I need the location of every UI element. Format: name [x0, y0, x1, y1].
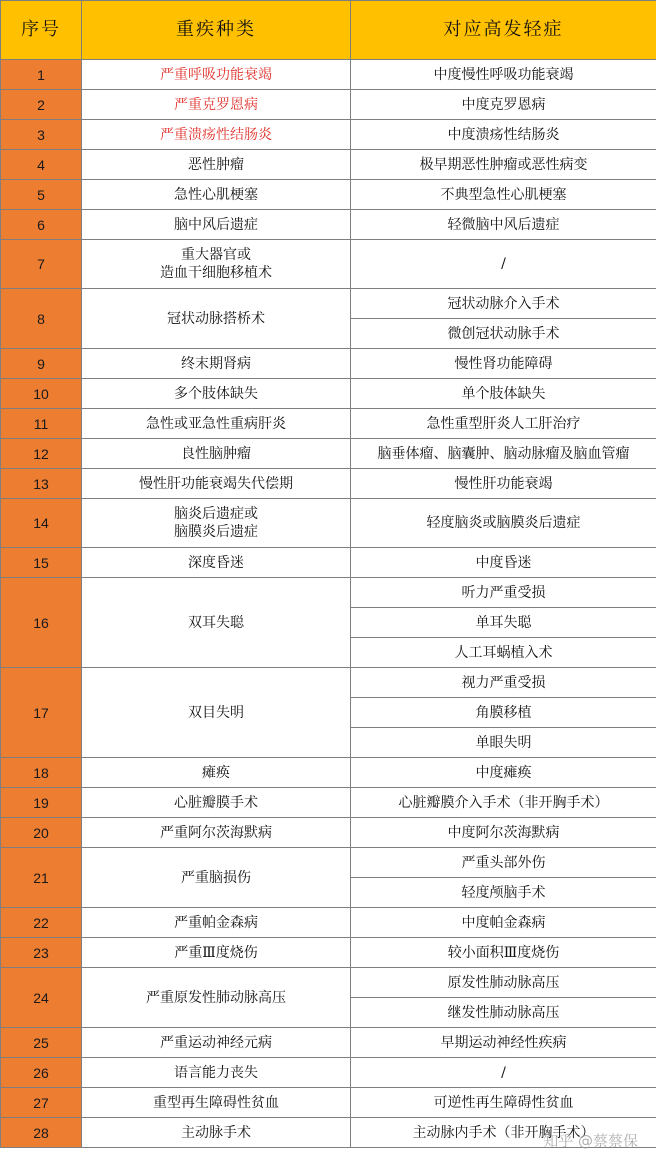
table-row: [1, 240, 656, 289]
table-row: [1, 210, 656, 240]
table-row: [1, 289, 656, 319]
mild-condition-cell: 继发性肺动脉高压: [351, 998, 656, 1028]
disease-cell: 深度昏迷: [82, 548, 351, 578]
table-row: [1, 938, 656, 968]
disease-cell: 急性心肌梗塞: [82, 180, 351, 210]
table-row: [1, 379, 656, 409]
row-number: 8: [1, 289, 82, 349]
row-number: 26: [1, 1058, 82, 1088]
mild-condition-cell: 可逆性再生障碍性贫血: [351, 1088, 656, 1118]
row-number: 4: [1, 150, 82, 180]
mild-condition-cell: 中度溃疡性结肠炎: [351, 120, 656, 150]
mild-condition-cell: 轻微脑中风后遗症: [351, 210, 656, 240]
table-row: [1, 120, 656, 150]
mild-condition-cell: /: [351, 240, 656, 289]
table-row: [1, 409, 656, 439]
mild-condition-cell: 早期运动神经性疾病: [351, 1028, 656, 1058]
table-row: [1, 908, 656, 938]
row-number: 22: [1, 908, 82, 938]
row-number: 24: [1, 968, 82, 1028]
mild-condition-cell: 听力严重受损: [351, 578, 656, 608]
mild-condition-cell: 主动脉内手术（非开胸手术）: [351, 1118, 656, 1148]
row-number: 2: [1, 90, 82, 120]
row-number: 9: [1, 349, 82, 379]
mild-condition-cell: 角膜移植: [351, 698, 656, 728]
mild-condition-cell: 心脏瓣膜介入手术（非开胸手术）: [351, 788, 656, 818]
row-number: 15: [1, 548, 82, 578]
mild-condition-cell: 轻度颅脑手术: [351, 878, 656, 908]
table-row: [1, 1028, 656, 1058]
row-number: 6: [1, 210, 82, 240]
row-number: 19: [1, 788, 82, 818]
table-row: [1, 90, 656, 120]
table-row: [1, 548, 656, 578]
mild-condition-cell: 中度帕金森病: [351, 908, 656, 938]
watermark: 知乎 @蔡蔡保: [543, 1132, 638, 1150]
table-row: [1, 499, 656, 548]
disease-cell: 终末期肾病: [82, 349, 351, 379]
disease-cell: 严重呼吸功能衰竭: [82, 60, 351, 90]
mild-condition-cell: 中度阿尔茨海默病: [351, 818, 656, 848]
table-row: [1, 60, 656, 90]
mild-condition-cell: 不典型急性心肌梗塞: [351, 180, 656, 210]
mild-condition-cell: 慢性肾功能障碍: [351, 349, 656, 379]
row-number: 3: [1, 120, 82, 150]
table-row: [1, 1088, 656, 1118]
disease-cell: 脑中风后遗症: [82, 210, 351, 240]
row-number: 11: [1, 409, 82, 439]
mild-condition-cell: 严重头部外伤: [351, 848, 656, 878]
row-number: 27: [1, 1088, 82, 1118]
mild-condition-cell: 单个肢体缺失: [351, 379, 656, 409]
header-disease: 重疾种类: [82, 1, 351, 60]
mild-condition-cell: 视力严重受损: [351, 668, 656, 698]
mild-condition-cell: 极早期恶性肿瘤或恶性病变: [351, 150, 656, 180]
row-number: 14: [1, 499, 82, 548]
mild-condition-cell: 人工耳蜗植入术: [351, 638, 656, 668]
row-number: 10: [1, 379, 82, 409]
disease-cell: 重大器官或 造血干细胞移植术: [82, 240, 351, 289]
header-mild: 对应高发轻症: [351, 1, 656, 60]
mild-condition-cell: 中度慢性呼吸功能衰竭: [351, 60, 656, 90]
table-row: [1, 349, 656, 379]
disease-cell: 语言能力丧失: [82, 1058, 351, 1088]
table-row: [1, 578, 656, 608]
mild-condition-cell: 中度昏迷: [351, 548, 656, 578]
row-number: 28: [1, 1118, 82, 1148]
row-number: 1: [1, 60, 82, 90]
disease-cell: 重型再生障碍性贫血: [82, 1088, 351, 1118]
row-number: 23: [1, 938, 82, 968]
mild-condition-cell: 慢性肝功能衰竭: [351, 469, 656, 499]
mild-condition-cell: 中度克罗恩病: [351, 90, 656, 120]
mild-condition-cell: 较小面积Ⅲ度烧伤: [351, 938, 656, 968]
mild-condition-cell: 轻度脑炎或脑膜炎后遗症: [351, 499, 656, 548]
table-row: [1, 788, 656, 818]
row-number: 13: [1, 469, 82, 499]
disease-cell: 恶性肿瘤: [82, 150, 351, 180]
table-header-row: [1, 1, 656, 60]
table-row: [1, 180, 656, 210]
mild-condition-cell: 单耳失聪: [351, 608, 656, 638]
disease-cell: 严重溃疡性结肠炎: [82, 120, 351, 150]
disease-cell: 心脏瓣膜手术: [82, 788, 351, 818]
mild-condition-cell: 微创冠状动脉手术: [351, 319, 656, 349]
disease-cell: 严重帕金森病: [82, 908, 351, 938]
disease-cell: 双耳失聪: [82, 578, 351, 668]
table-row: [1, 150, 656, 180]
disease-cell: 严重阿尔茨海默病: [82, 818, 351, 848]
mild-condition-cell: /: [351, 1058, 656, 1088]
row-number: 21: [1, 848, 82, 908]
row-number: 18: [1, 758, 82, 788]
mild-condition-cell: 急性重型肝炎人工肝治疗: [351, 409, 656, 439]
disease-cell: 慢性肝功能衰竭失代偿期: [82, 469, 351, 499]
mild-condition-cell: 中度瘫痪: [351, 758, 656, 788]
table-body: [1, 60, 656, 1148]
disease-cell: 严重Ⅲ度烧伤: [82, 938, 351, 968]
disease-cell: 双目失明: [82, 668, 351, 758]
row-number: 20: [1, 818, 82, 848]
disease-cell: 严重克罗恩病: [82, 90, 351, 120]
disease-cell: 严重原发性肺动脉高压: [82, 968, 351, 1028]
table-row: [1, 1118, 656, 1148]
header-index: 序号: [1, 1, 82, 60]
disease-cell: 严重运动神经元病: [82, 1028, 351, 1058]
table-row: [1, 469, 656, 499]
disease-cell: 多个肢体缺失: [82, 379, 351, 409]
row-number: 7: [1, 240, 82, 289]
mild-condition-cell: 单眼失明: [351, 728, 656, 758]
table-row: [1, 848, 656, 878]
disease-cell: 急性或亚急性重病肝炎: [82, 409, 351, 439]
table-row: [1, 818, 656, 848]
row-number: 5: [1, 180, 82, 210]
table-row: [1, 1058, 656, 1088]
mild-condition-cell: 脑垂体瘤、脑囊肿、脑动脉瘤及脑血管瘤: [351, 439, 656, 469]
row-number: 25: [1, 1028, 82, 1058]
table-row: [1, 439, 656, 469]
disease-cell: 良性脑肿瘤: [82, 439, 351, 469]
disease-cell: 脑炎后遗症或 脑膜炎后遗症: [82, 499, 351, 548]
disease-cell: 严重脑损伤: [82, 848, 351, 908]
table-row: [1, 968, 656, 998]
disease-cell: 主动脉手术: [82, 1118, 351, 1148]
row-number: 12: [1, 439, 82, 469]
row-number: 17: [1, 668, 82, 758]
table-row: [1, 668, 656, 698]
disease-cell: 冠状动脉搭桥术: [82, 289, 351, 349]
table-row: [1, 758, 656, 788]
disease-cell: 瘫痪: [82, 758, 351, 788]
mild-condition-cell: 冠状动脉介入手术: [351, 289, 656, 319]
mild-condition-cell: 原发性肺动脉高压: [351, 968, 656, 998]
row-number: 16: [1, 578, 82, 668]
